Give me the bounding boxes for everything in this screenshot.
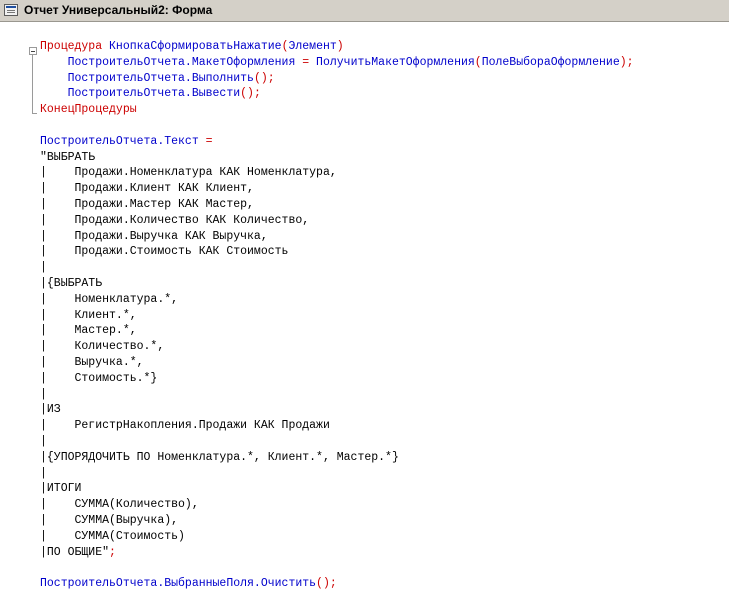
code-line[interactable] xyxy=(40,371,634,387)
code-line[interactable] xyxy=(40,244,634,260)
code-line[interactable] xyxy=(40,576,634,592)
code-token: = xyxy=(205,134,213,148)
fold-line xyxy=(32,55,33,113)
code-line[interactable] xyxy=(40,118,634,134)
code-line[interactable] xyxy=(40,260,634,276)
code-token: Процедура xyxy=(40,40,103,53)
code-token: | Продажи.Мастер КАК Мастер, xyxy=(40,197,254,211)
code-token: | РегистрНакопления.Продажи КАК Продажи xyxy=(40,419,330,433)
code-token: ПолеВыбораОформление xyxy=(481,55,620,69)
code-line[interactable] xyxy=(40,529,634,545)
code-token: |{ВЫБРАТЬ xyxy=(40,276,103,290)
code-token: | Стоимость.*} xyxy=(40,371,158,385)
code-line[interactable] xyxy=(40,86,634,102)
code-token: КнопкаСформироватьНажатие xyxy=(102,40,282,53)
code-token: ( xyxy=(281,40,289,53)
code-token: | xyxy=(40,466,47,480)
code-line[interactable] xyxy=(40,102,634,118)
code-token: (); xyxy=(253,71,275,85)
code-line[interactable] xyxy=(40,513,634,529)
code-line[interactable] xyxy=(40,402,634,418)
code-line[interactable] xyxy=(40,450,634,466)
code-token: ПостроительОтчета.Текст xyxy=(40,134,206,148)
code-token: |ИТОГИ xyxy=(40,482,82,496)
code-line[interactable] xyxy=(40,39,634,55)
code-line[interactable] xyxy=(40,355,634,371)
code-token: | СУММА(Стоимость) xyxy=(40,529,185,543)
code-token: | xyxy=(40,261,47,275)
code-line[interactable] xyxy=(40,434,634,450)
code-line[interactable] xyxy=(40,545,634,561)
code-line[interactable] xyxy=(40,497,634,513)
code-token: |{УПОРЯДОЧИТЬ ПО Номенклатура.*, Клиент.*, Мастер.*} xyxy=(40,450,399,464)
code-token: | Продажи.Стоимость КАК Стоимость xyxy=(40,245,289,259)
code-line[interactable] xyxy=(40,134,634,150)
code-line[interactable] xyxy=(40,339,634,355)
code-token: | Клиент.*, xyxy=(40,308,137,322)
code-line[interactable] xyxy=(40,181,634,197)
code-token: КонецПроцедуры xyxy=(40,103,137,117)
code-line[interactable] xyxy=(40,292,634,308)
code-token: ПостроительОтчета.Вывести xyxy=(40,87,241,101)
code-line[interactable] xyxy=(40,229,634,245)
code-line[interactable] xyxy=(40,308,634,324)
code-line[interactable] xyxy=(40,466,634,482)
code-token: | Количество.*, xyxy=(40,340,165,354)
code-token: | СУММА(Выручка), xyxy=(40,513,179,527)
window-title: Отчет Универсальный2: Форма xyxy=(24,3,213,17)
code-token: |ПО ОБЩИЕ" xyxy=(40,545,110,559)
code-token: = xyxy=(302,55,310,69)
code-line[interactable] xyxy=(40,55,634,71)
code-token: |ИЗ xyxy=(40,403,61,417)
code-line[interactable] xyxy=(40,387,634,403)
code-token: (); xyxy=(240,87,261,101)
code-token: ) xyxy=(336,40,344,53)
code-token: | Продажи.Выручка КАК Выручка, xyxy=(40,229,268,243)
code-editor[interactable] xyxy=(0,22,729,606)
code-token: ПостроительОтчета.ВыбранныеПоля.Очистить xyxy=(40,577,317,591)
code-token: | СУММА(Количество), xyxy=(40,498,199,512)
code-token: | Номенклатура.*, xyxy=(40,292,179,306)
code-line[interactable] xyxy=(40,323,634,339)
title-bar[interactable] xyxy=(0,0,729,22)
code-line[interactable] xyxy=(40,197,634,213)
code-token: ( xyxy=(474,55,482,69)
code-token: Элемент xyxy=(288,40,337,53)
code-line[interactable] xyxy=(40,560,634,576)
code-token: | xyxy=(40,387,47,401)
code-line[interactable] xyxy=(40,213,634,229)
code-text[interactable] xyxy=(40,39,634,592)
code-token: ПостроительОтчета.Выполнить xyxy=(40,71,254,85)
code-token: | xyxy=(40,434,47,448)
code-token: | Продажи.Номенклатура КАК Номенклатура, xyxy=(40,166,337,180)
code-token: | Мастер.*, xyxy=(40,324,137,338)
collapse-icon[interactable] xyxy=(29,47,37,55)
fold-end-marker xyxy=(32,113,37,114)
code-token: "ВЫБРАТЬ xyxy=(40,150,96,164)
code-token: ПостроительОтчета.МакетОформления xyxy=(40,55,303,69)
code-token: ПолучитьМакетОформления xyxy=(309,55,475,69)
code-line[interactable] xyxy=(40,71,634,87)
code-line[interactable] xyxy=(40,165,634,181)
fold-gutter xyxy=(29,47,37,147)
code-token: | Выручка.*, xyxy=(40,355,144,369)
code-line[interactable] xyxy=(40,150,634,166)
code-token: (); xyxy=(316,577,337,591)
form-icon xyxy=(4,4,18,16)
code-token: ); xyxy=(619,55,634,69)
code-line[interactable] xyxy=(40,418,634,434)
code-token: ; xyxy=(109,545,116,559)
code-line[interactable] xyxy=(40,481,634,497)
code-token: | Продажи.Количество КАК Количество, xyxy=(40,213,310,227)
code-token: | Продажи.Клиент КАК Клиент, xyxy=(40,182,254,196)
code-line[interactable] xyxy=(40,276,634,292)
